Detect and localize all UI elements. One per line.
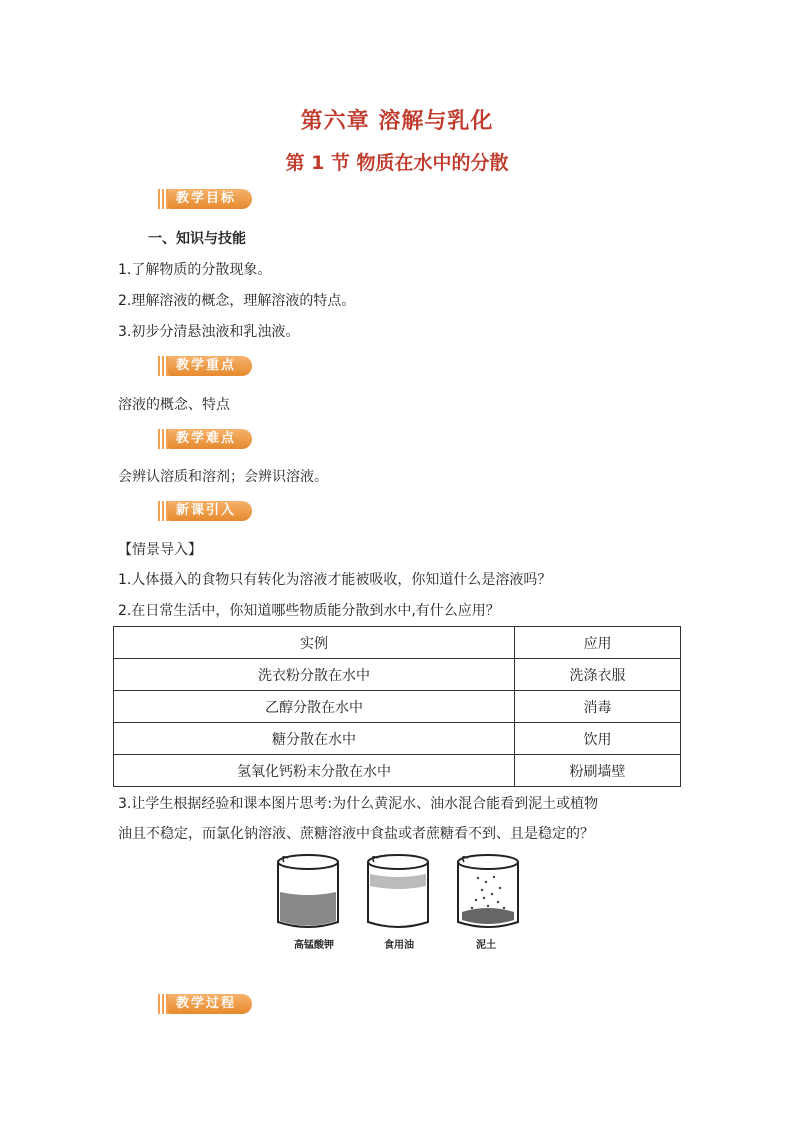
caption-soil: 泥土 bbox=[476, 940, 496, 951]
key-points-text: 溶液的概念、特点 bbox=[118, 397, 230, 413]
scene-label: 【情景导入】 bbox=[118, 542, 202, 558]
examples-table bbox=[113, 626, 681, 787]
difficulties-text: 会辨认溶质和溶剂；会辨识溶液。 bbox=[118, 469, 328, 485]
section-title: 第 1 节 物质在水中的分散 bbox=[285, 152, 509, 174]
beaker-soil bbox=[458, 855, 518, 927]
badge-difficulties bbox=[158, 427, 254, 451]
table-row bbox=[114, 755, 681, 787]
badge-label: 新课引入 bbox=[176, 503, 237, 518]
goals-subheading: 一、知识与技能 bbox=[148, 231, 246, 247]
table-cell: 洗衣粉分散在水中 bbox=[114, 659, 515, 691]
table-cell: 糖分散在水中 bbox=[114, 723, 515, 755]
goal-item-2: 2.理解溶液的概念，理解溶液的特点。 bbox=[118, 293, 356, 309]
question-2: 2.在日常生活中，你知道哪些物质能分散到水中,有什么应用？ bbox=[118, 603, 500, 619]
table-cell: 氢氧化钙粉末分散在水中 bbox=[114, 755, 515, 787]
table-cell: 消毒 bbox=[515, 691, 681, 723]
badge-label: 教学过程 bbox=[176, 996, 237, 1011]
badge-stripes bbox=[158, 429, 168, 449]
beaker-potassium-permanganate bbox=[278, 855, 338, 927]
beakers-figure bbox=[268, 850, 532, 954]
table-row bbox=[114, 691, 681, 723]
badge-label: 教学难点 bbox=[176, 431, 237, 446]
chapter-title: 第六章 溶解与乳化 bbox=[300, 109, 494, 134]
badge-stripes bbox=[158, 356, 168, 376]
table-cell: 饮用 bbox=[515, 723, 681, 755]
beaker-cooking-oil bbox=[368, 855, 428, 927]
table-row bbox=[114, 659, 681, 691]
badge-stripes bbox=[158, 189, 168, 209]
question-3-line-1: 3.让学生根据经验和课本图片思考:为什么黄泥水、油水混合能看到泥土或植物 bbox=[118, 796, 599, 812]
question-1: 1.人体摄入的食物只有转化为溶液才能被吸收，你知道什么是溶液吗？ bbox=[118, 572, 552, 588]
goal-item-1: 1.了解物质的分散现象。 bbox=[118, 262, 272, 278]
caption-potassium-permanganate: 高锰酸钾 bbox=[294, 940, 334, 951]
table-cell: 洗涤衣服 bbox=[515, 659, 681, 691]
table-header-row bbox=[114, 627, 681, 659]
question-3-line-2: 油且不稳定，而氯化钠溶液、蔗糖溶液中食盐或者蔗糖看不到、且是稳定的？ bbox=[118, 826, 594, 842]
badge-label: 教学目标 bbox=[176, 191, 237, 206]
goal-item-3: 3.初步分清悬浊液和乳浊液。 bbox=[118, 324, 300, 340]
table-row bbox=[114, 723, 681, 755]
badge-teaching-goals bbox=[158, 187, 254, 211]
beakers-illustration bbox=[268, 850, 532, 934]
table-header-application: 应用 bbox=[515, 627, 681, 659]
badge-process bbox=[158, 992, 254, 1016]
badge-stripes bbox=[158, 994, 168, 1014]
table-cell: 粉刷墙壁 bbox=[515, 755, 681, 787]
table-cell: 乙醇分散在水中 bbox=[114, 691, 515, 723]
caption-cooking-oil: 食用油 bbox=[384, 940, 414, 951]
table-header-example: 实例 bbox=[114, 627, 515, 659]
badge-key-points bbox=[158, 354, 254, 378]
badge-label: 教学重点 bbox=[176, 358, 237, 373]
badge-stripes bbox=[158, 501, 168, 521]
badge-intro bbox=[158, 499, 254, 523]
